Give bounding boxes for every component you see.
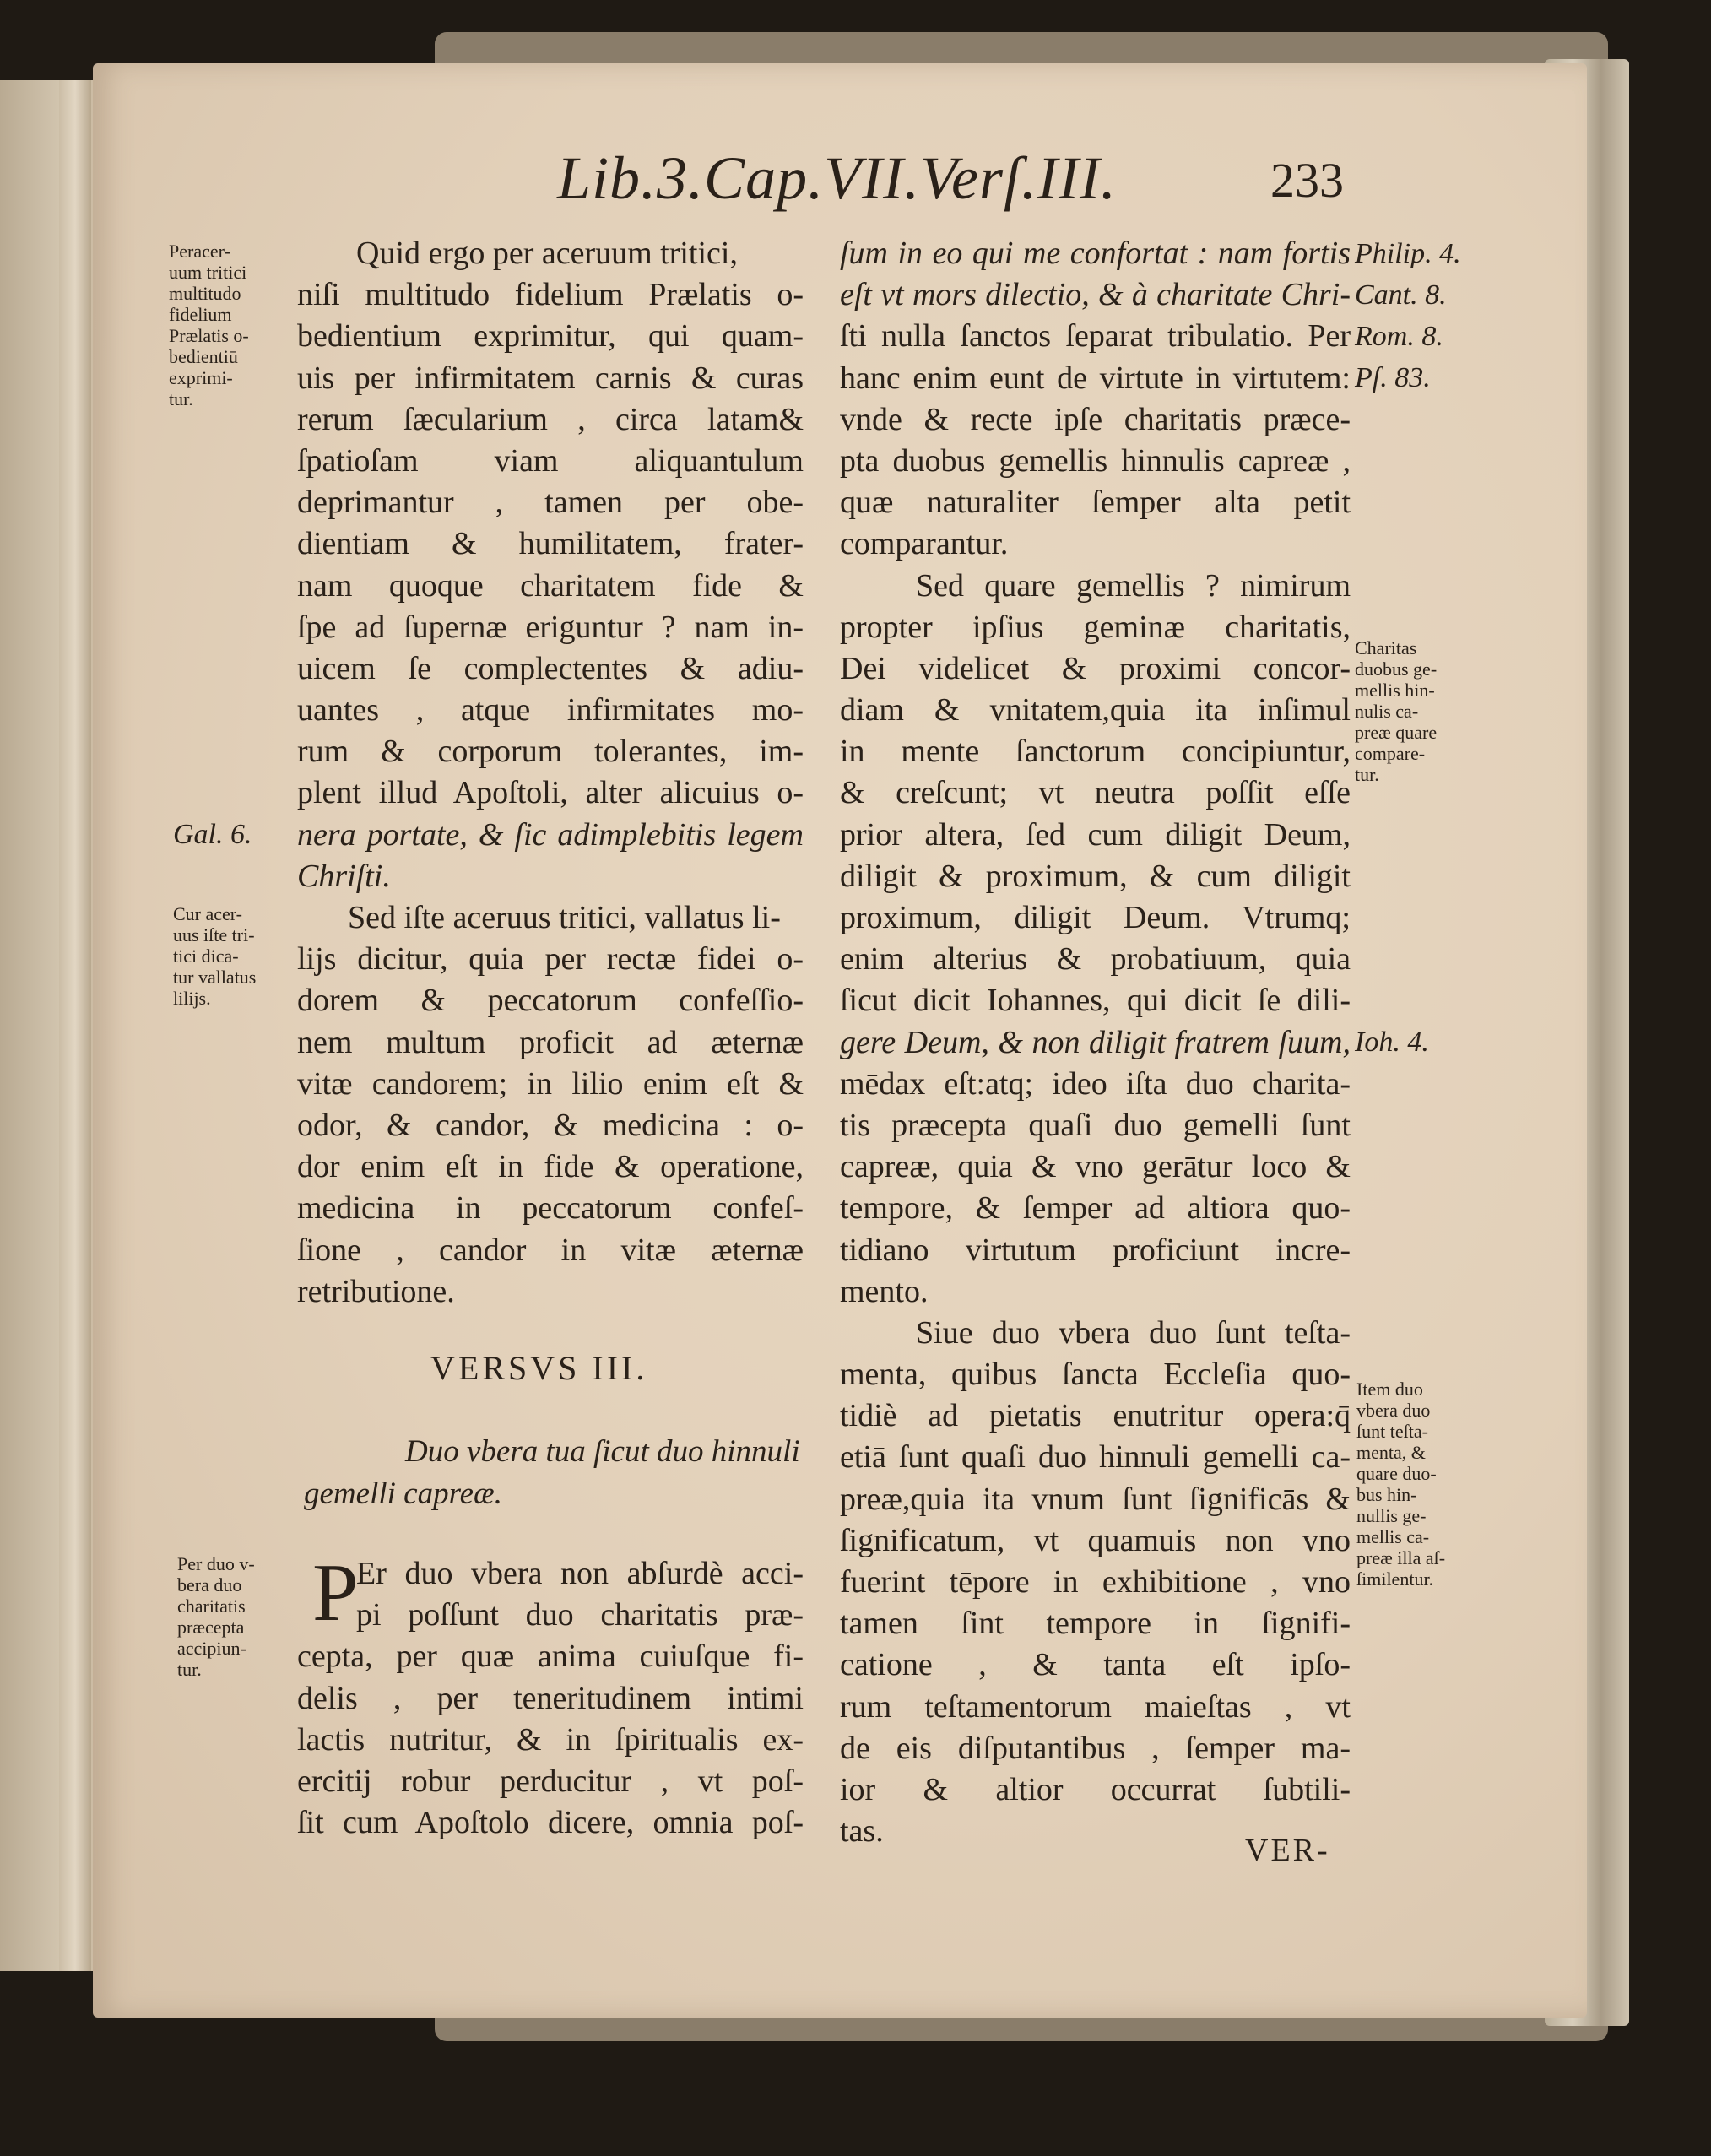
text-line: & creſcunt; vt neutra poſſit eſſe [840,775,1351,811]
text-line: plent illud Apoſtoli, alter alicuius o- [297,775,804,811]
text-line: tempore, & ſemper ad altiora quo- [840,1190,1351,1227]
margin-line: bus hin- [1356,1484,1417,1505]
text-line: hanc enim eunt de virtute in virtutem: [840,360,1351,396]
catchword: VER- [1245,1833,1330,1868]
text-line: ſpatioſam viam aliquantulum [297,442,804,479]
text-line: uicem ſe complectentes & adiu- [297,650,804,686]
margin-line: accipiun- [177,1638,246,1659]
text-line: ercitij robur perducitur , vt poſ- [297,1763,804,1799]
text-line: vitæ candorem; in lilio enim eſt & [297,1065,804,1102]
margin-line: mellis ca- [1356,1526,1430,1547]
text-line: ſit cum Apoſtolo dicere, omnia poſ- [297,1805,804,1841]
margin-line: exprimi- [169,367,233,388]
margin-line: charitatis [177,1595,246,1617]
text-line: nem multum proficit ad æternæ [297,1024,804,1060]
text-line: proximum, diligit Deum. Vtrumq; [840,900,1351,935]
text-line: ior & altior occurrat ſubtili- [840,1771,1351,1807]
text-line: lijs dicitur, quia per rectæ fidei o- [297,941,804,978]
verse-line: gemelli capreæ. [304,1476,502,1511]
text-line: ſicut dicit Iohannes, qui dicit ſe dili- [840,983,1351,1019]
scripture-reference: Rom. 8. [1355,321,1443,352]
text-line: dor enim eſt in fide & operatione, [297,1149,804,1185]
left-column [297,233,804,1313]
margin-note [177,1553,295,1680]
text-line: tidiè ad pietatis enutritur opera:q̄ [840,1398,1351,1434]
text-line: preæ,quia ita vnum ſunt ſignificās & [840,1481,1351,1517]
margin-line: Per duo v- [177,1553,255,1574]
text-line: rum teſtamentorum maieſtas , vt [840,1688,1351,1725]
margin-line: uus iſte tri- [173,924,255,945]
text-line: delis , per teneritudinem intimi [297,1680,804,1716]
text-line: ſpe ad ſupernæ eriguntur ? nam in- [297,609,804,645]
text-line: rum & corporum tolerantes, im- [297,734,804,770]
text-line: quæ naturaliter ſemper alta petit [840,485,1351,521]
drop-cap: P [312,1547,359,1639]
text-line: bedientium exprimitur, qui quam- [297,318,804,355]
versus-heading: VERSVS III. [430,1349,648,1387]
text-line: tidiano virtutum proficiunt incre- [840,1232,1351,1268]
text-line: capreæ, quia & vno gerātur loco & [840,1149,1351,1185]
text-line: ſum in eo qui me confortat : nam fortis [840,236,1351,271]
running-title: Lib.3.Cap.VII.Verſ.III. [557,144,1117,212]
margin-line: vbera duo [1356,1400,1431,1421]
margin-line: quare duo- [1356,1463,1437,1484]
text-line: dientiam & humilitatem, frater- [297,526,804,562]
text-line: propter ipſius geminæ charitatis, [840,609,1351,645]
text-line: rerum ſæcularium , circa latam& [297,401,804,437]
margin-line: tur vallatus [173,967,257,988]
text-line: pi poſſunt duo charitatis præ- [356,1597,804,1633]
text-line: tis præcepta quaſi duo gemelli ſunt [840,1107,1351,1143]
margin-line: tici dica- [173,945,239,967]
text-line: tamen ſint tempore in ſignifi- [840,1606,1351,1642]
text-line: medicina in peccatorum confeſ- [297,1190,804,1227]
right-column [840,233,1355,1852]
scripture-reference: Pſ. 83. [1355,362,1431,393]
text-line: lactis nutritur, & in ſpiritualis ex- [297,1721,804,1758]
text-line: Quid ergo per aceruum tritici, [356,236,738,271]
margin-note [1355,637,1473,785]
margin-line: menta, & [1356,1442,1426,1463]
text-line: etiā ſunt quaſi duo hinnuli gemelli ca- [840,1439,1351,1476]
scripture-reference: Cant. 8. [1355,279,1447,311]
margin-line: nullis ge- [1356,1505,1427,1526]
verse-quote [304,1431,800,1515]
text-line: tas. [840,1813,884,1850]
text-line: dorem & peccatorum confeſſio- [297,983,804,1019]
text-line: in mente ſanctorum concipiuntur, [840,734,1351,770]
text-line: Er duo vbera non abſurdè acci- [356,1556,804,1591]
text-line: Dei videlicet & proximi concor- [840,650,1351,686]
text-line: Siue duo vbera duo ſunt teſta- [916,1314,1351,1351]
margin-line: ſunt teſta- [1356,1421,1428,1442]
text-line: enim alterius & probatiuum, quia [840,941,1351,978]
text-line: uis per infirmitatem carnis & curas [297,360,804,396]
margin-line: bedientiū [169,346,238,367]
text-line: prior altera, ſed cum diligit Deum, [840,816,1351,853]
margin-line: multitudo [169,283,241,304]
margin-line: tur. [177,1659,202,1680]
margin-line: Item duo [1356,1379,1423,1400]
margin-line: Prælatis o- [169,325,249,346]
text-line: comparantur. [840,526,1009,562]
text-line: fuerint tēpore in exhibitione , vno [840,1564,1351,1600]
text-line: nam quoque charitatem fide & [297,567,804,604]
scripture-reference: Gal. 6. [173,819,252,850]
text-line: diam & vnitatem,quia ita inſimul [840,692,1351,729]
margin-line: Peracer- [169,241,230,262]
scripture-reference: Philip. 4. [1355,238,1461,269]
text-line: nera portate, & ſic adimplebitis legem [297,816,804,853]
text-line: retributione. [297,1273,455,1309]
text-line: catione , & tanta eſt ipſo- [840,1647,1351,1683]
text-line: vnde & recte ipſe charitatis præce- [840,401,1351,437]
margin-line: nulis ca- [1355,701,1419,722]
margin-line: Charitas [1355,637,1417,658]
margin-line: tur. [1355,764,1379,785]
text-line: menta, quibus ſancta Eccleſia quo- [840,1357,1351,1393]
margin-line: duobus ge- [1355,658,1438,680]
margin-line: fidelium [169,304,232,325]
margin-line: præcepta [177,1617,245,1638]
text-line: pta duobus gemellis hinnulis capreæ , [840,442,1351,479]
text-line: de eis diſputantibus , ſemper ma- [840,1730,1351,1766]
text-line: deprimantur , tamen per obe- [297,485,804,521]
text-line: gere Deum, & non diligit fratrem ſuum, [840,1024,1351,1060]
margin-line: tur. [169,388,193,409]
text-line: diligit & proximum, & cum diligit [840,858,1351,894]
text-line: mēdax eſt:atq; ideo iſta duo charita- [840,1065,1351,1102]
margin-line: uum tritici [169,262,247,283]
text-line: Chriſti. [297,858,391,894]
left-column-lower [297,1547,804,1844]
text-line: eſt vt mors dilectio, & à charitate Chri- [840,277,1351,313]
margin-line: preæ quare [1355,722,1438,743]
margin-note [169,241,287,409]
text-line: mento. [840,1273,929,1309]
margin-line: compare- [1355,743,1426,764]
text-line: ſione , candor in vitæ æternæ [297,1232,804,1268]
margin-line: bera duo [177,1574,242,1595]
gutter [59,80,91,1971]
text-line: niſi multitudo fidelium Prælatis o- [297,277,804,313]
text-line: uantes , atque infirmitates mo- [297,692,804,729]
text-line: cepta, per quæ anima cuiuſque fi- [297,1639,804,1675]
margin-note [1356,1379,1475,1590]
margin-line: Cur acer- [173,903,243,924]
text-line: odor, & candor, & medicina : o- [297,1107,804,1143]
text-line: Sed iſte aceruus tritici, vallatus li- [348,900,781,935]
margin-line: preæ illa aſ- [1356,1547,1446,1568]
page-number: 233 [1270,153,1344,208]
margin-line: ſimilentur. [1356,1568,1434,1590]
margin-note [173,903,291,1009]
scripture-reference: Ioh. 4. [1355,1027,1429,1058]
text-line: ſti nulla ſanctos ſeparat tribulatio. Per [840,318,1351,355]
text-line: Sed quare gemellis ? nimirum [916,567,1351,604]
margin-line: lilijs. [173,988,211,1009]
text-line: ſignificatum, vt quamuis non vno [840,1522,1351,1558]
verse-line: Duo vbera tua ſicut duo hinnuli [405,1434,800,1469]
margin-line: mellis hin- [1355,680,1435,701]
